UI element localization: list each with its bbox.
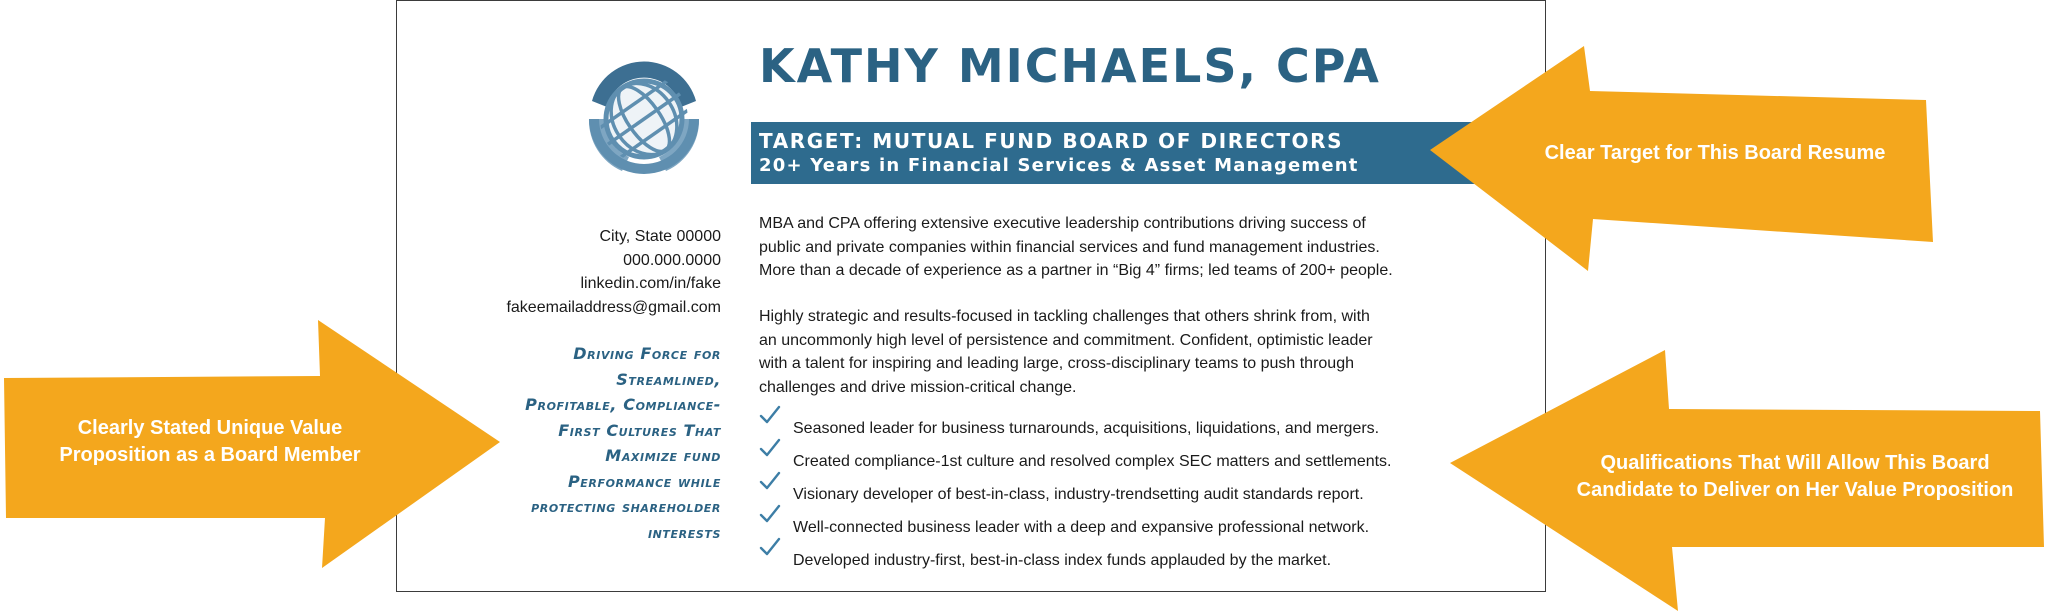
checkmark-icon	[759, 438, 781, 458]
value-proposition-tagline	[461, 341, 721, 545]
tagline-line: Driving Force for	[573, 344, 721, 363]
tagline-line: Profitable, Compliance-	[525, 395, 721, 414]
callout-value-proposition	[20, 415, 400, 469]
summary-line: an uncommonly high level of persistence and commitment. Confident, optimistic leader	[759, 331, 1373, 349]
contact-phone: 000.000.0000	[623, 251, 721, 269]
qualification-list	[759, 411, 1392, 576]
callout-qualifications	[1545, 450, 2045, 504]
checkmark-icon	[759, 471, 781, 491]
candidate-name: KATHY MICHAELS, CPA	[759, 39, 1381, 93]
summary-line: challenges and drive mission-critical change.	[759, 378, 1077, 396]
summary-line: Highly strategic and results-focused in tackling challenges that others shrink from, with	[759, 308, 1370, 325]
qualification-text: Developed industry-first, best-in-class index funds applauded by the market.	[793, 552, 1332, 569]
tagline-line: protecting shareholder	[531, 497, 721, 516]
target-subtitle: 20+ Years in Financial Services & Asset Management	[759, 155, 1359, 176]
qualification-text: Visionary developer of best-in-class, industry-trendsetting audit standards report.	[793, 486, 1364, 503]
qualification-item	[759, 543, 1392, 576]
contact-linkedin: linkedin.com/in/fake	[580, 275, 721, 292]
summary-line: More than a decade of experience as a partner in “Big 4” firms; led teams of 200+ people.	[759, 262, 1393, 279]
resume-page	[396, 0, 1546, 592]
tagline-line: Performance while	[567, 471, 721, 491]
callout-line: Proposition as a Board Member	[59, 444, 361, 466]
tagline-line: Streamlined,	[616, 369, 721, 389]
contact-block	[506, 225, 721, 319]
qualification-text: Created compliance-1st culture and resolved complex SEC matters and settlements.	[793, 453, 1392, 470]
qualification-text: Seasoned leader for business turnarounds, acquisitions, liquidations, and mergers.	[793, 420, 1380, 437]
target-banner	[751, 122, 1531, 184]
callout-target: Clear Target for This Board Resume	[1544, 142, 1886, 164]
qualification-item	[759, 510, 1392, 543]
summary-paragraph-2	[759, 305, 1459, 399]
tagline-line: interests	[647, 522, 721, 542]
tagline-line: First Cultures That	[558, 420, 721, 440]
callout-line: Clearly Stated Unique Value	[77, 417, 343, 439]
qualification-item	[759, 477, 1392, 510]
globe-logo-icon	[569, 41, 719, 191]
qualification-item	[759, 411, 1392, 444]
summary-line: public and private companies within financial services and fund management industries.	[759, 238, 1380, 256]
callout-line: Qualifications That Will Allow This Board	[1600, 452, 1990, 474]
qualification-text: Well-connected business leader with a deep and expansive professional network.	[793, 519, 1370, 536]
target-title: TARGET: MUTUAL FUND BOARD OF DIRECTORS	[759, 129, 1344, 153]
summary-line: with a talent for inspiring and leading large, cross-disciplinary teams to push through	[759, 355, 1354, 372]
contact-email: fakeemailaddress@gmail.com	[506, 298, 721, 316]
checkmark-icon	[759, 405, 781, 425]
contact-address: City, State 00000	[599, 228, 721, 245]
summary-line: MBA and CPA offering extensive executive leadership contributions driving success of	[759, 215, 1366, 232]
tagline-line: Maximize fund	[605, 446, 721, 465]
checkmark-icon	[759, 537, 781, 557]
qualification-item	[759, 444, 1392, 477]
summary-paragraph-1	[759, 212, 1459, 283]
callout-line: Candidate to Deliver on Her Value Proposition	[1576, 479, 2014, 501]
checkmark-icon	[759, 504, 781, 524]
